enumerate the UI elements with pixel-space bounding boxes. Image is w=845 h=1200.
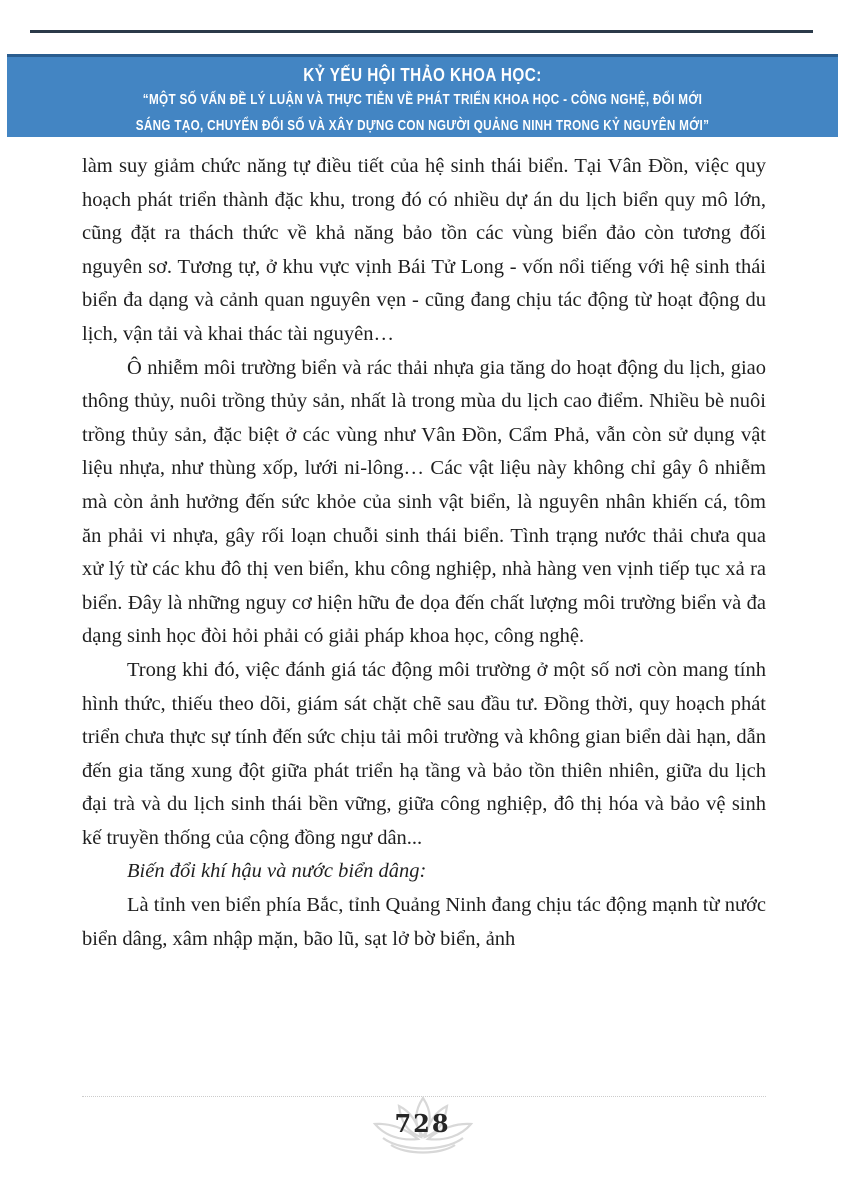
paragraph: làm suy giảm chức năng tự điều tiết của hệ sinh thái biển. Tại Vân Đồn, việc quy hoạch phát triển thành đặc khu, trong đó có nhiều dự án du lịch biển quy mô lớn, cũng đặt ra thách thức về khả năng bảo tồn các vùng biển đảo còn tương đối nguyên sơ. Tương tự, ở khu vực vịnh Bái Tử Long - vốn nổi tiếng với hệ sinh thái biển đa dạng và cảnh quan nguyên vẹn - cũng đang chịu tác động từ hoạt động du lịch, vận tải và khai thác tài nguyên… <box>82 155 766 345</box>
paragraph-heading-italic: Biến đổi khí hậu và nước biển dâng: <box>127 860 427 883</box>
header-rule <box>30 30 813 33</box>
page-number: 728 <box>394 1109 451 1138</box>
banner-title-line3: SÁNG TẠO, CHUYỂN ĐỔI SỐ VÀ XÂY DỰNG CON NGƯỜI QUẢNG NINH TRONG KỶ NGUYÊN MỚI” <box>135 117 710 134</box>
header-banner <box>7 54 838 137</box>
banner-title-line1: KỶ YẾU HỘI THẢO KHOA HỌC: <box>303 65 542 85</box>
page-footer <box>361 1094 485 1154</box>
body-text <box>82 150 766 956</box>
paragraph: Trong khi đó, việc đánh giá tác động môi trường ở một số nơi còn mang tính hình thức, thiếu theo dõi, giám sát chặt chẽ sau đầu tư. Đồng thời, quy hoạch phát triển chưa thực sự tính đến sức chịu tải môi trường và không gian biển dài hạn, dẫn đến gia tăng xung đột giữa phát triển hạ tầng và bảo tồn thiên nhiên, giữa du lịch đại trà và du lịch sinh thái bền vững, giữa công nghiệp, đô thị hóa và bảo vệ sinh kế truyền thống của cộng đồng ngư dân... <box>82 658 766 849</box>
banner-title-line2: “MỘT SỐ VẤN ĐỀ LÝ LUẬN VÀ THỰC TIỄN VỀ PHÁT TRIỂN KHOA HỌC - CÔNG NGHỆ, ĐỔI MỚI <box>142 91 703 108</box>
paragraph: Ô nhiễm môi trường biển và rác thải nhựa gia tăng do hoạt động du lịch, giao thông thủy, nuôi trồng thủy sản, nhất là trong mùa du lịch cao điểm. Nhiều bè nuôi trồng thủy sản, đặc biệt ở các vùng như Vân Đồn, Cẩm Phả, vẫn còn sử dụng vật liệu nhựa, như thùng xốp, lưới ni-lông… Các vật liệu này không chỉ gây ô nhiễm mà còn ảnh hưởng đến sức khỏe của sinh vật biển, là nguyên nhân khiến cá, tôm ăn phải vi nhựa, gây rối loạn chuỗi sinh thái biển. Tình trạng nước thải chưa qua xử lý từ các khu đô thị ven biển, khu công nghiệp, nhà hàng ven vịnh tiếp tục xả ra biển. Đây là những nguy cơ hiện hữu đe dọa đến chất lượng môi trường biển và đa dạng sinh học đòi hỏi phải có giải pháp khoa học, công nghệ. <box>82 356 766 648</box>
paragraph: Là tỉnh ven biển phía Bắc, tỉnh Quảng Ninh đang chịu tác động mạnh từ nước biển dâng, xâm nhập mặn, bão lũ, sạt lở bờ biển, ảnh <box>82 894 766 950</box>
